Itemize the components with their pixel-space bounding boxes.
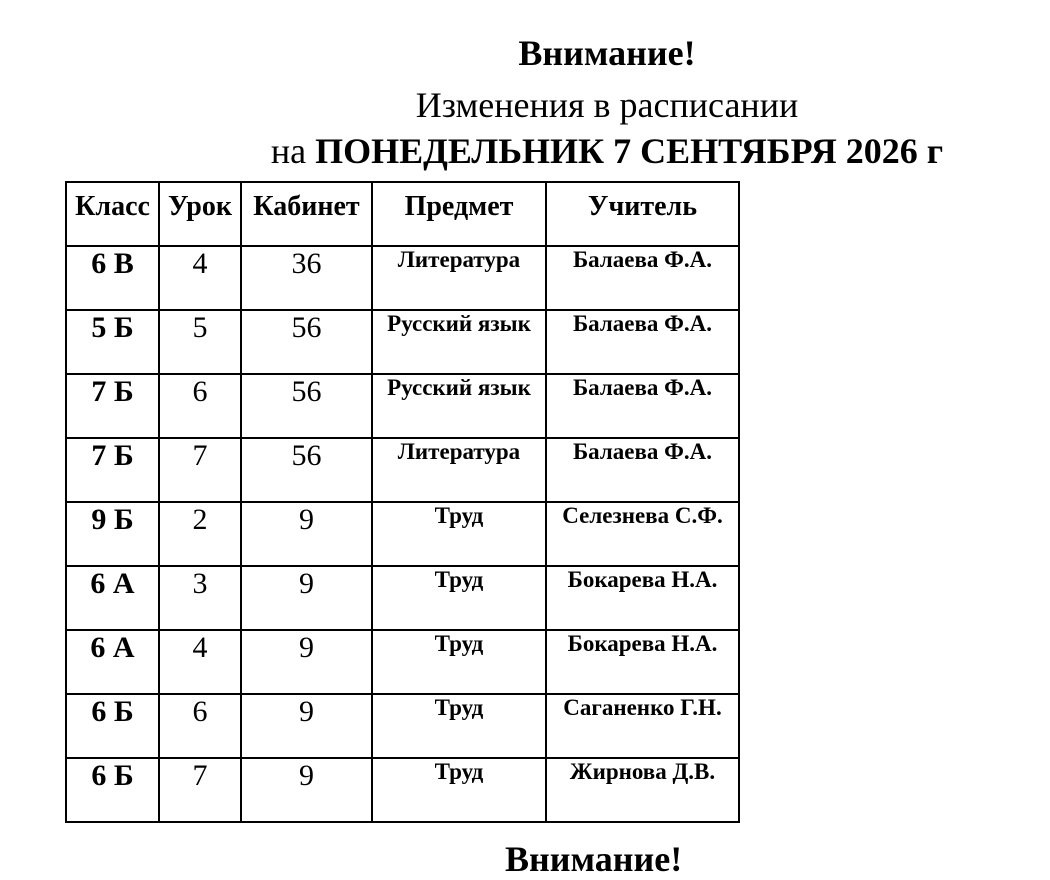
column-header-lesson: Урок <box>159 182 241 246</box>
subject-cell: Труд <box>372 630 546 694</box>
day-prefix: на <box>270 131 316 171</box>
subject-cell: Литература <box>372 438 546 502</box>
class-cell: 6 А <box>66 566 159 630</box>
column-header-subject: Предмет <box>372 182 546 246</box>
room-cell: 9 <box>241 694 372 758</box>
subject-cell: Труд <box>372 502 546 566</box>
room-cell: 9 <box>241 630 372 694</box>
subject-cell: Русский язык <box>372 310 546 374</box>
table-row <box>66 758 739 822</box>
class-cell: 5 Б <box>66 310 159 374</box>
room-cell: 9 <box>241 566 372 630</box>
lesson-cell: 7 <box>159 438 241 502</box>
lesson-cell: 2 <box>159 502 241 566</box>
lesson-cell: 7 <box>159 758 241 822</box>
teacher-cell: Бокарева Н.А. <box>546 630 739 694</box>
table-row <box>66 310 739 374</box>
subject-cell: Труд <box>372 566 546 630</box>
warning-heading: Внимание! <box>518 33 696 73</box>
column-header-teacher: Учитель <box>546 182 739 246</box>
subject-cell: Труд <box>372 758 546 822</box>
room-cell: 9 <box>241 758 372 822</box>
class-cell: 9 Б <box>66 502 159 566</box>
next-warning-heading: Внимание! <box>505 839 683 879</box>
class-cell: 6 В <box>66 246 159 310</box>
changes-subtitle: Изменения в расписании <box>415 85 799 125</box>
lesson-cell: 3 <box>159 566 241 630</box>
lesson-cell: 6 <box>159 374 241 438</box>
teacher-cell: Жирнова Д.В. <box>546 758 739 822</box>
room-cell: 56 <box>241 310 372 374</box>
table-row <box>66 630 739 694</box>
lesson-cell: 4 <box>159 630 241 694</box>
table-row <box>66 246 739 310</box>
table-row <box>66 694 739 758</box>
teacher-cell: Балаева Ф.А. <box>546 374 739 438</box>
teacher-cell: Балаева Ф.А. <box>546 310 739 374</box>
subject-cell: Труд <box>372 694 546 758</box>
schedule-day-line <box>82 130 1050 172</box>
lesson-cell: 6 <box>159 694 241 758</box>
class-cell: 6 Б <box>66 758 159 822</box>
teacher-cell: Балаева Ф.А. <box>546 246 739 310</box>
lesson-cell: 5 <box>159 310 241 374</box>
table-row <box>66 438 739 502</box>
room-cell: 56 <box>241 374 372 438</box>
table-row <box>66 502 739 566</box>
room-cell: 9 <box>241 502 372 566</box>
room-cell: 36 <box>241 246 372 310</box>
teacher-cell: Селезнева С.Ф. <box>546 502 739 566</box>
teacher-cell: Балаева Ф.А. <box>546 438 739 502</box>
schedule-day: ПОНЕДЕЛЬНИК 7 СЕНТЯБРЯ 2026 г <box>315 131 944 171</box>
room-cell: 56 <box>241 438 372 502</box>
lesson-cell: 4 <box>159 246 241 310</box>
column-header-class: Класс <box>66 182 159 246</box>
subject-cell: Литература <box>372 246 546 310</box>
class-cell: 7 Б <box>66 374 159 438</box>
subject-cell: Русский язык <box>372 374 546 438</box>
teacher-cell: Саганенко Г.Н. <box>546 694 739 758</box>
column-header-room: Кабинет <box>241 182 372 246</box>
teacher-cell: Бокарева Н.А. <box>546 566 739 630</box>
class-cell: 7 Б <box>66 438 159 502</box>
schedule-changes-table <box>65 181 740 823</box>
table-header-row <box>66 182 739 246</box>
class-cell: 6 Б <box>66 694 159 758</box>
class-cell: 6 А <box>66 630 159 694</box>
table-row <box>66 566 739 630</box>
table-row <box>66 374 739 438</box>
